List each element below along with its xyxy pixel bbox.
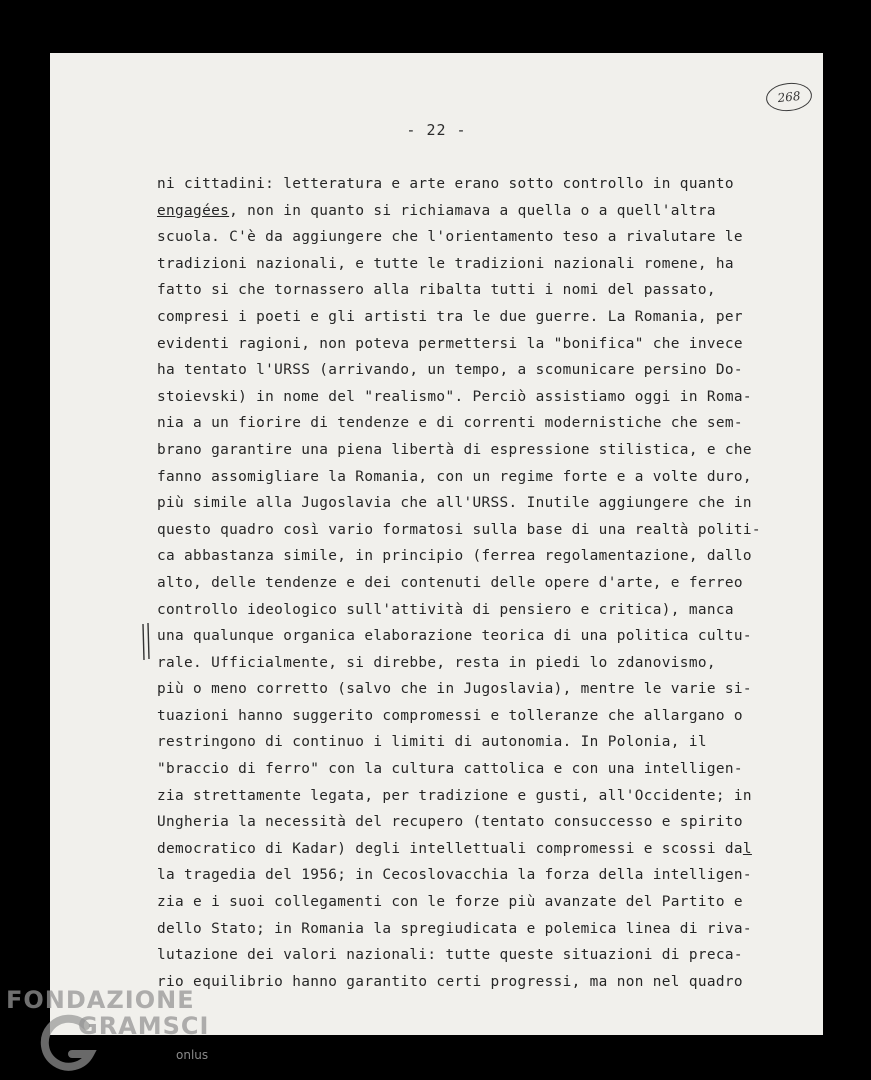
text-segment: rale. Ufficialmente, si direbbe, resta in piedi lo zdanovismo, xyxy=(157,654,716,671)
text-line xyxy=(157,836,777,863)
text-line xyxy=(157,809,777,836)
text-line xyxy=(157,756,777,783)
underlined-text: engagées xyxy=(157,202,230,219)
body-text xyxy=(157,171,777,995)
text-line xyxy=(157,357,777,384)
text-line xyxy=(157,703,777,730)
text-segment: alto, delle tendenze e dei contenuti delle opere d'arte, e ferreo xyxy=(157,574,743,591)
text-line xyxy=(157,171,777,198)
watermark xyxy=(0,982,230,1080)
text-segment: ni cittadini: letteratura e arte erano sotto controllo in quanto xyxy=(157,176,734,192)
watermark-line1: FONDAZIONE xyxy=(6,986,195,1014)
text-segment: nia a un fiorire di tendenze e di correnti modernistiche che sem- xyxy=(157,415,743,432)
underlined-text: l xyxy=(742,840,752,857)
page-number: - 22 - xyxy=(406,121,467,139)
text-segment: questo quadro così vario formatosi sulla base di una realtà politi- xyxy=(157,521,761,538)
text-segment: tuazioni hanno suggerito compromessi e tolleranze che allargano o xyxy=(157,707,743,724)
text-line xyxy=(157,969,777,996)
text-line xyxy=(157,490,777,517)
archive-number-stamp xyxy=(765,81,814,114)
text-segment: scuola. C'è da aggiungere che l'orientamento teso a rivalutare le xyxy=(157,229,743,246)
text-line xyxy=(157,384,777,411)
text-segment: democratico di Kadar) degli intellettuali compromessi e scossi da xyxy=(157,840,743,857)
text-line xyxy=(157,623,777,650)
text-line xyxy=(157,916,777,943)
text-line xyxy=(157,650,777,677)
text-line xyxy=(157,331,777,358)
text-line xyxy=(157,676,777,703)
text-line xyxy=(157,517,777,544)
text-segment: zia e i suoi collegamenti con le forze più avanzate del Partito e xyxy=(157,894,743,911)
text-segment: ca abbastanza simile, in principio (ferrea regolamentazione, dallo xyxy=(157,548,752,565)
text-line xyxy=(157,464,777,491)
text-line xyxy=(157,304,777,331)
text-line xyxy=(157,942,777,969)
text-segment: evidenti ragioni, non poteva permettersi la "bonifica" che invece xyxy=(157,335,743,352)
text-line xyxy=(157,277,777,304)
typewritten-page xyxy=(50,53,823,1035)
text-segment: compresi i poeti e gli artisti tra le due guerre. La Romania, per xyxy=(157,308,743,325)
text-line xyxy=(157,570,777,597)
text-segment: rio equilibrio hanno garantito certi progressi, ma non nel quadro xyxy=(157,973,743,990)
text-segment: lutazione dei valori nazionali: tutte queste situazioni di preca- xyxy=(157,947,743,964)
text-segment: brano garantire una piena libertà di espressione stilistica, e che xyxy=(157,441,752,458)
text-segment: restringono di continuo i limiti di autonomia. In Polonia, il xyxy=(157,734,707,751)
text-line xyxy=(157,862,777,889)
text-line xyxy=(157,543,777,570)
watermark-line2: GRAMSCI xyxy=(78,1012,210,1040)
text-segment: la tragedia del 1956; in Cecoslovacchia la forza della intelligen- xyxy=(157,867,752,884)
text-line xyxy=(157,251,777,278)
text-segment: controllo ideologico sull'attività di pensiero e critica), manca xyxy=(157,601,734,618)
text-line xyxy=(157,729,777,756)
text-segment: una qualunque organica elaborazione teorica di una politica cultu- xyxy=(157,628,752,645)
text-line xyxy=(157,889,777,916)
text-segment: tradizioni nazionali, e tutte le tradizioni nazionali romene, ha xyxy=(157,255,734,272)
archive-number: 268 xyxy=(776,88,802,106)
text-line xyxy=(157,597,777,624)
margin-pencil-mark xyxy=(140,622,154,662)
text-segment: fatto si che tornassero alla ribalta tutti i nomi del passato, xyxy=(157,282,716,299)
text-segment: fanno assomigliare la Romania, con un regime forte e a volte duro, xyxy=(157,468,752,485)
text-line xyxy=(157,198,777,225)
text-segment: "braccio di ferro" con la cultura cattolica e con una intelligen- xyxy=(157,761,743,778)
text-segment: Ungheria la necessità del recupero (tentato consuccesso e spirito xyxy=(157,814,743,831)
text-segment: , non in quanto si richiamava a quella o a quell'altra xyxy=(229,202,716,219)
text-line xyxy=(157,410,777,437)
text-segment: zia strettamente legata, per tradizione e gusti, all'Occidente; in xyxy=(157,787,752,804)
watermark-line3: onlus xyxy=(176,1048,209,1062)
text-line xyxy=(157,783,777,810)
text-line xyxy=(157,437,777,464)
text-line xyxy=(157,224,777,251)
text-segment: dello Stato; in Romania la spregiudicata e polemica linea di riva- xyxy=(157,920,752,937)
text-segment: ha tentato l'URSS (arrivando, un tempo, a scomunicare persino Do- xyxy=(157,362,743,379)
text-segment: più o meno corretto (salvo che in Jugoslavia), mentre le varie si- xyxy=(157,681,752,698)
text-segment: più simile alla Jugoslavia che all'URSS. Inutile aggiungere che in xyxy=(157,495,752,512)
text-segment: stoievski) in nome del "realismo". Perciò assistiamo oggi in Roma- xyxy=(157,388,752,405)
